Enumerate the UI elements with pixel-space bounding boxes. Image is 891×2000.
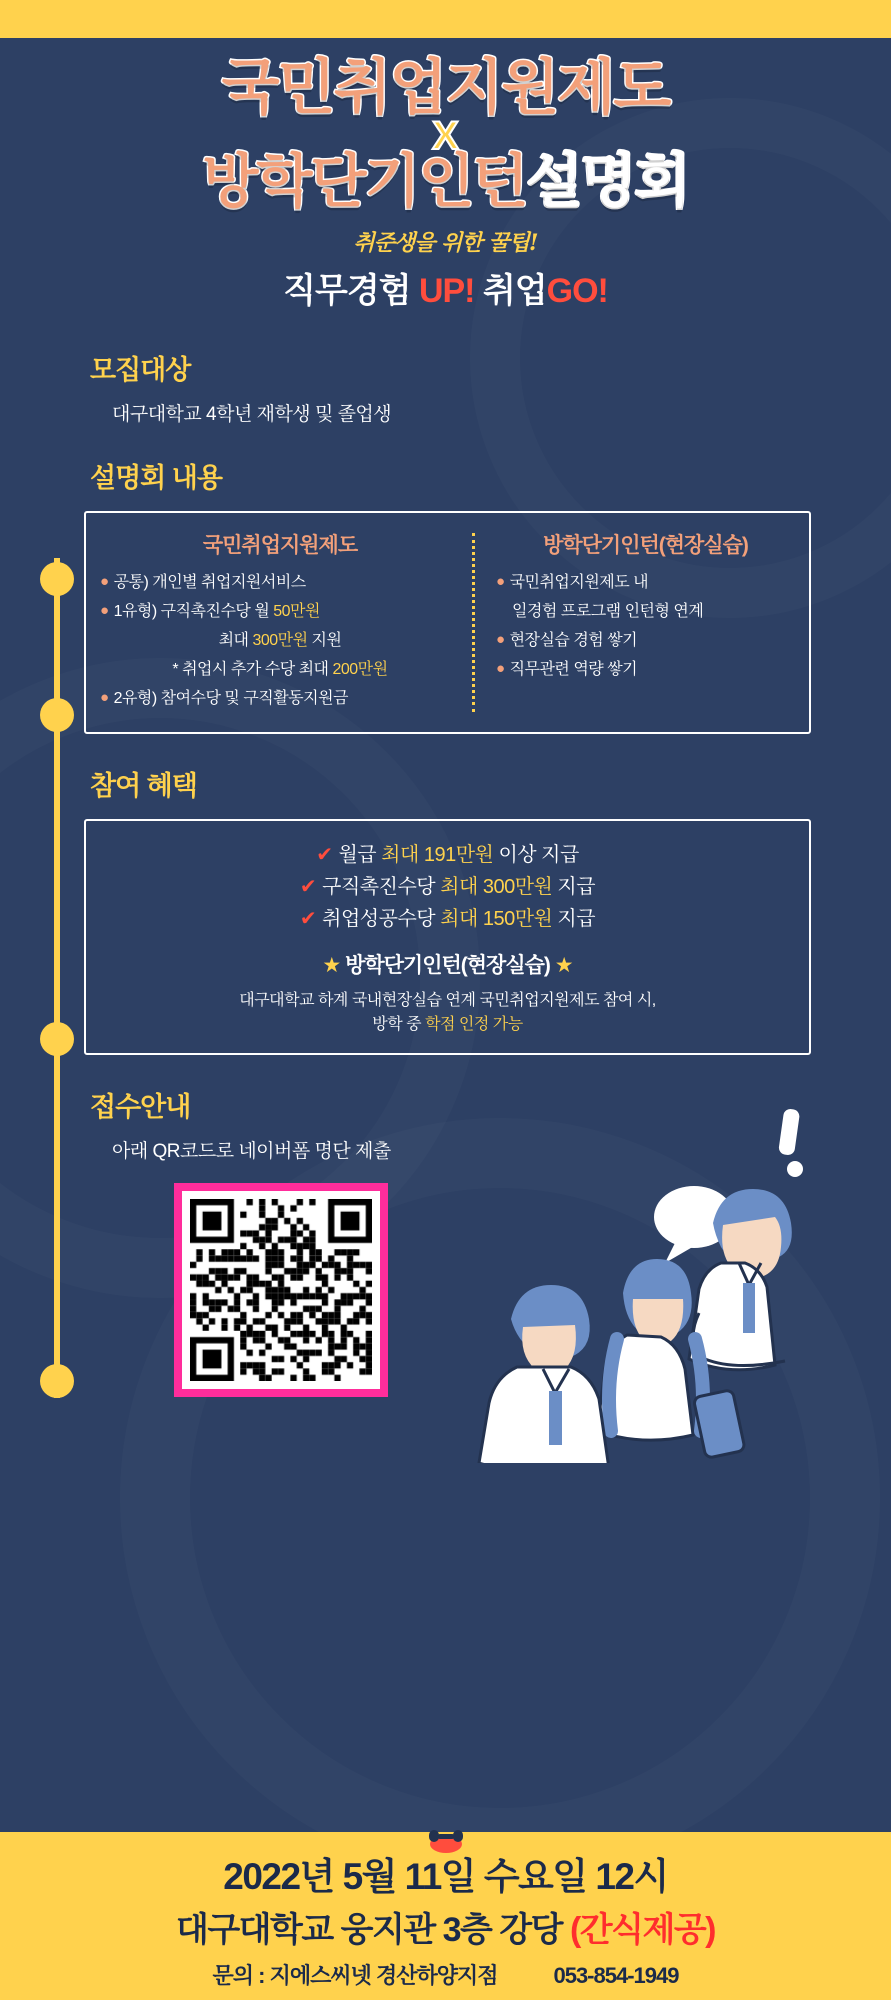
list-item [496, 629, 795, 653]
section-text-target: 대구대학교 4학년 재학생 및 졸업생 [112, 404, 392, 426]
dotted-divider [472, 533, 475, 712]
text-fragment: 지급 [552, 908, 596, 931]
exclamation-mark [778, 1108, 803, 1177]
text-fragment: 월급 [338, 844, 382, 867]
text-fragment: 2유형) 참여수당 및 구직활동지원금 [113, 690, 349, 708]
check-icon: ✔ [299, 876, 317, 899]
bullet-icon: ● [100, 573, 109, 591]
list-item-label [172, 661, 387, 678]
check-icon: ✔ [316, 844, 333, 867]
content-column [0, 348, 891, 1493]
benefits-note [100, 989, 795, 1037]
qr-code-image [190, 1199, 372, 1381]
text-fragment: 지급 [552, 876, 596, 899]
illustration-people [451, 1103, 841, 1463]
subtitle-part-2: 취업 [474, 272, 547, 311]
title-block [0, 38, 891, 312]
bullet-icon: ● [100, 602, 109, 620]
footer-venue-main: 대구대학교 웅지관 3층 강당 [175, 1911, 570, 1949]
subtitle-up: UP! [418, 272, 475, 311]
text-fragment: 취업성공수당 [322, 908, 441, 931]
check-icon: ✔ [299, 908, 317, 931]
list-item [100, 600, 460, 624]
benefits-note-line2-highlight: 학점 인정 가능 [425, 1016, 523, 1034]
content-col-left [100, 529, 472, 716]
bullet-icon: ● [496, 660, 505, 678]
benefit-item [100, 871, 795, 903]
list-item [496, 658, 795, 682]
title-line-2-colored: 방학단기인턴 [202, 148, 527, 214]
subtitle-part-1: 직무경험 [283, 272, 419, 311]
benefits-star-text: 방학단기인턴(현장실습) [345, 954, 550, 978]
footer-date: 2022년 5월 11일 수요일 12시 [223, 1856, 668, 1897]
footer-contact [0, 1959, 891, 1990]
text-fragment: 최대 150만원 [440, 908, 553, 931]
text-fragment: * 취업시 추가 수당 최대 [172, 661, 333, 679]
list-item-label [512, 600, 703, 624]
content-col-right-items [496, 571, 795, 682]
text-fragment: 이상 지급 [493, 844, 579, 867]
benefits-note-line1: 대구대학교 하계 국내현장실습 연계 국민취업지원제도 참여 시, [239, 992, 656, 1010]
benefit-list [100, 839, 795, 935]
people-illustration-svg [451, 1103, 841, 1463]
footer-phone-number[interactable]: 053-854-1949 [553, 1963, 679, 1988]
person-left [479, 1285, 609, 1463]
title-line-2 [0, 148, 891, 214]
list-item-label [510, 571, 649, 595]
text-fragment: 최대 191만원 [381, 844, 494, 867]
qr-code[interactable] [174, 1183, 388, 1397]
text-fragment: 구직촉진수당 [322, 876, 441, 899]
list-item [100, 629, 460, 653]
section-heading-benefits: 참여 혜택 [90, 771, 197, 802]
subtitle-handwritten: 취준생을 위한 꿀팁! [353, 230, 538, 257]
text-fragment: 공통) 개인별 취업지원서비스 [113, 574, 306, 592]
list-item [100, 658, 460, 682]
section-heading-apply: 접수안내 [90, 1092, 191, 1123]
star-icon: ★ [554, 954, 573, 978]
subtitle-main [0, 263, 891, 312]
telephone-icon [423, 1822, 469, 1854]
text-fragment: 국민취업지원제도 내 [509, 574, 649, 592]
section-heading-target: 모집대상 [90, 355, 191, 386]
section-text-apply: 아래 QR코드로 네이버폼 명단 제출 [112, 1141, 391, 1163]
benefits-box [84, 819, 811, 1055]
text-fragment: 50만원 [273, 603, 320, 621]
footer-venue [0, 1902, 891, 1951]
benefit-item [100, 903, 795, 935]
text-fragment: 최대 300만원 [440, 876, 553, 899]
section-heading-content: 설명회 내용 [90, 463, 222, 494]
list-item-label [219, 632, 342, 649]
content-col-left-items [100, 571, 460, 711]
title-line-1: 국민취업지원제도 [221, 54, 670, 121]
text-fragment: 1유형) 구직촉진수당 월 [113, 603, 274, 621]
text-fragment: 현장실습 경험 쌓기 [509, 632, 638, 650]
benefits-star-line [100, 949, 795, 979]
subtitle-go: GO! [546, 272, 608, 311]
section-content [90, 456, 847, 734]
text-fragment: 300만원 [252, 632, 308, 650]
footer-contact-label: 문의 : 지에스씨넷 경산하양지점 [212, 1963, 498, 1988]
footer-venue-note: (간식제공) [569, 1911, 715, 1949]
qr-and-illustration [90, 1163, 847, 1493]
star-icon: ★ [322, 954, 341, 978]
footer-band [0, 1832, 891, 2000]
text-fragment: 200만원 [332, 661, 388, 679]
benefits-note-line2-pre: 방학 중 [372, 1016, 426, 1034]
list-item [496, 571, 795, 595]
title-x-separator: X [432, 113, 459, 158]
poster-body [0, 38, 891, 1832]
list-item [496, 600, 795, 624]
text-fragment: 최대 [218, 632, 253, 650]
text-fragment: 직무관련 역량 쌓기 [509, 661, 638, 679]
title-line-2-white: 설명회 [526, 148, 689, 214]
content-col-left-title: 국민취업지원제도 [202, 534, 358, 558]
section-target [90, 348, 847, 426]
list-item-label [114, 600, 320, 624]
list-item [100, 571, 460, 595]
list-item-label [510, 629, 638, 653]
benefit-item [100, 839, 795, 871]
list-item-label [114, 571, 306, 595]
content-col-right-title: 방학단기인턴(현장실습) [543, 534, 748, 558]
section-benefits [90, 764, 847, 1055]
text-fragment: 일경험 프로그램 인턴형 연계 [512, 603, 704, 621]
content-box [84, 511, 811, 734]
top-color-band [0, 0, 891, 38]
person-woman [597, 1259, 703, 1440]
bullet-icon: ● [496, 573, 505, 591]
text-fragment: 지원 [307, 632, 342, 650]
bullet-icon: ● [496, 631, 505, 649]
list-item-label [510, 658, 638, 682]
list-item-label [114, 687, 348, 711]
smartphone [693, 1390, 745, 1459]
list-item [100, 687, 460, 711]
content-col-right [472, 529, 795, 716]
bullet-icon: ● [100, 689, 109, 707]
